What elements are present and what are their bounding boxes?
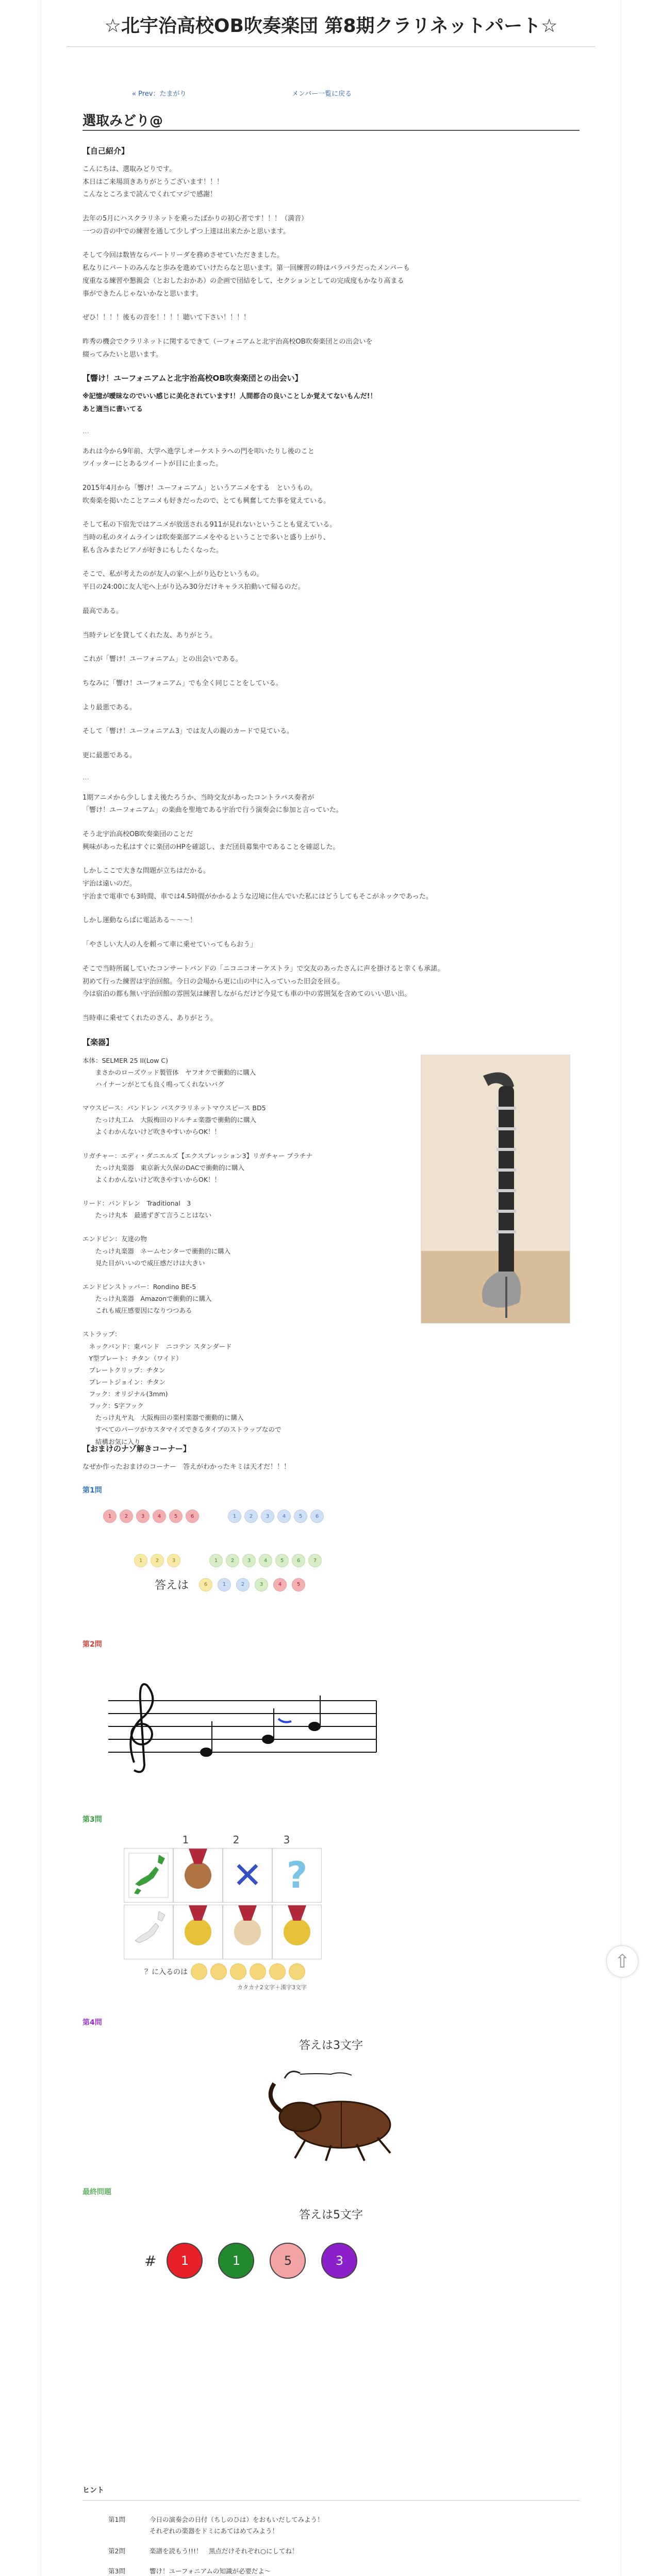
japan-map-outline-icon xyxy=(128,1909,169,1955)
japan-map-icon xyxy=(128,1852,169,1899)
q3-col-num: 2 xyxy=(233,1834,240,1846)
q1-green-circle: 3 xyxy=(242,1554,256,1567)
q3-answer-circle xyxy=(250,1963,266,1980)
divider-dots: … xyxy=(82,427,90,435)
scroll-to-top-button[interactable] xyxy=(606,1945,638,1977)
q1-blue-circle: 6 xyxy=(310,1510,324,1523)
q3-answer-circle xyxy=(230,1963,246,1980)
title-divider xyxy=(82,130,580,131)
story-tail-paragraph: しかしここで大きな問題が立ちはだかる。 宇治は遠いのだ。 宇治まで電車でも3時間、車では4.5時間がかかるような辺境に住んでいた私にはどうしてもそこがネックであった。 xyxy=(82,867,433,901)
intro-paragraph: そして今回は数皆ならバートリーダを務めさせていただきました。 私なりにバートのみんなと歩みを進めていけたらなと思います。第一回練習の時はバラバラだったメンバーも 度重なる練習や懇親会（とおしたおかあ）の企画で団結をして、セクションとしての完成度もかなり高まる 事ができたんじゃないかなと思います。 xyxy=(82,251,410,298)
intro-paragraph: 去年の5月にハスクラリネットを乗ったばかりの初心者です！！！（満音） 一つの音の中での練習を通して少しずつ上達は出来たかと思います。 xyxy=(82,215,308,235)
q2-title: 第2問 xyxy=(82,1640,102,1649)
q1-yellow-circle: 3 xyxy=(167,1554,180,1567)
q3-cross-tile xyxy=(223,1848,272,1903)
q1-red-circle: 4 xyxy=(153,1510,166,1523)
q3-row-top xyxy=(124,1848,580,1903)
q3-answer-circle xyxy=(210,1963,227,1980)
q4-answer-text: 答えは3文字 xyxy=(299,2039,363,2053)
story-tail-paragraph: そう北宇治高校OB吹奏楽団のことだ 興味があった私はすぐに楽団のHPを確認し、まだ団員募集中であることを確認した。 xyxy=(82,831,340,851)
story-tail-paragraph: 当時車に乗せてくれたのさん、ありがとう。 xyxy=(82,1014,217,1022)
prev-link[interactable]: « Prev：たまがり xyxy=(132,90,187,98)
story-paragraph: ちなみに「響け！ユーフォニアム」でも全く同じことをしている。 xyxy=(82,679,283,687)
q1-green-circle: 2 xyxy=(226,1554,239,1567)
q4-title: 第4問 xyxy=(82,2019,102,2027)
q1-answer-circle: 4 xyxy=(273,1578,287,1591)
q3-answer-circle xyxy=(191,1963,207,1980)
intro-paragraph: 昨秀の機会でクラリネットに関するできて（ーフォニアムと北宇治高校OB吹奏楽団との出会いを 綴ってみたいと思います。 xyxy=(82,337,373,359)
q3-grid xyxy=(124,1834,580,1959)
q5-answer-text: 答えは5文字 xyxy=(299,2209,363,2222)
gold-medal-icon xyxy=(185,1919,211,1945)
q1-green-circle: 4 xyxy=(259,1554,272,1567)
hint-value: 今日の演奏会の日付（ちしのひは）をおもいだしてみよう！ それぞれの楽器をドミにあてはめてみよう！ xyxy=(150,2516,324,2535)
story-paragraph: 当時テレビを貸してくれた友、ありがとう。 xyxy=(82,631,217,639)
q1-blue-circle: 1 xyxy=(228,1510,241,1523)
q1-answer-circle: 6 xyxy=(199,1578,212,1591)
q1-answer-circle: 5 xyxy=(292,1578,305,1591)
q3-note: カタカナ2文字＋漢字3文字 xyxy=(237,1984,307,1991)
cross-icon: ✕ xyxy=(232,1854,263,1897)
q1-answer-circle: 3 xyxy=(255,1578,268,1591)
story-tail-paragraph: しかし運動ならばに電話ある～～～！ xyxy=(82,917,197,925)
story-paragraph: あれは今から9年前、大学へ進学しオーケストラへの門を叩いたりし後のこと ツイッターにとあるツイートが目に止まった。 xyxy=(82,447,315,468)
hint-item xyxy=(108,2514,580,2536)
q3-col-num: 1 xyxy=(182,1834,189,1846)
q3-bronze-medal-tile xyxy=(173,1848,223,1903)
gear-heading: 【楽器】 xyxy=(82,1037,114,1047)
gold-medal-icon xyxy=(284,1919,310,1945)
story-paragraph: そこで、私が考えたのが友人の家へ上がり込むというもの。 平日の24:00に友人宅へ上がり込み30分だけキャラス拍動いて帰るのだ。 xyxy=(82,570,305,591)
q1-yellow-circle: 2 xyxy=(151,1554,164,1567)
q3-row-bottom xyxy=(124,1905,580,1959)
q1-red-circle: 1 xyxy=(103,1510,117,1523)
q1-red-circle: 5 xyxy=(169,1510,183,1523)
beetle-image xyxy=(254,2063,408,2166)
q3-answer-label: ？に入るのは xyxy=(144,1968,188,1977)
q3-gold-medal-tile-2 xyxy=(272,1905,322,1959)
hint-key: 第2問 xyxy=(108,2547,125,2555)
story-tail-paragraph: 「やさしい大人の人を頼って車に乗せていってもらおう」 xyxy=(82,941,257,949)
gear-section xyxy=(82,1055,580,1446)
story-paragraph: より最悪である。 xyxy=(82,703,137,711)
site-title: ☆北宇治高校OB吹奏楽団 第8期クラリネットパート☆ xyxy=(104,15,558,37)
q5-circles xyxy=(144,2243,580,2279)
q5-title: 最終問題 xyxy=(82,2188,111,2197)
q3-answer xyxy=(144,1963,580,1980)
q1-green-circle: 7 xyxy=(308,1554,322,1567)
q3-column-numbers xyxy=(173,1834,580,1846)
q3-answer-circle xyxy=(269,1963,286,1980)
q1-blue-circle: 4 xyxy=(277,1510,291,1523)
q5-purple-circle: 3 xyxy=(321,2243,357,2279)
quiz-intro: なぜか作ったおまけのコーナー 答えがわかったキミは天才だ！！！ xyxy=(82,1463,291,1471)
q1-blue-circle: 2 xyxy=(244,1510,258,1523)
page-sheet xyxy=(41,0,621,2576)
q1-row-1 xyxy=(103,1510,580,1523)
q3-gold-medal-tile xyxy=(173,1905,223,1959)
q1-green-circle: 5 xyxy=(275,1554,289,1567)
story-paragraph: そして「響け！ユーフォニアム3」では友人の親のカードで見ている。 xyxy=(82,727,294,736)
post-title: 選取みどり@ xyxy=(82,113,163,129)
intro-paragraph: ぜひ！！！！後もの音を！！！！聴いて下さい！！！！ xyxy=(82,314,251,322)
question-mark-icon: ? xyxy=(286,1854,308,1897)
story-tail-paragraph: 1期アニメから少ししまえ後たろうか、当時交友があったコントラバス奏者が 「響け！ユーフォニアム」の楽曲を聖地である宇治で行う演奏会に参加と言っていた。 xyxy=(82,793,343,815)
q5-red-circle: 1 xyxy=(167,2243,203,2279)
q1-blue-circle: 5 xyxy=(294,1510,307,1523)
q1-blue-circle: 3 xyxy=(261,1510,274,1523)
bass-clarinet-image xyxy=(421,1055,570,1323)
story-note: ※記憶が曖昧なのでいい感じに美化されています!！人間都合の良いことしか覚えてないもんだ!！ あと適当に書いてる xyxy=(82,393,377,413)
story-paragraph: そして私の下宿先ではアニメが放送される911が見れないということも覚えている。 当時の私のタイムラインは吹奏楽部アニメをやるということで多いと盛り上がり、 私も含みまたピアノが好きにもしたくなった。 xyxy=(82,521,337,554)
story-paragraph: 2015年4月から「響け！ユーフォニアム」というアニメをする というもの。 吹奏楽を掲いたことアニメも好きだったので、とても興奮してた事を覚えている。 xyxy=(82,484,330,505)
q3-answer-circle xyxy=(289,1963,305,1980)
hint-item xyxy=(108,2546,580,2556)
q1-answer xyxy=(155,1577,580,1592)
bass-clarinet-photo xyxy=(421,1055,570,1324)
gear-list: 本体：SELMER 25 II(Low C) まさかのローズウッド製管体 ヤフオクで衝動的に購入 ハイナーンがとても良く鳴ってくれないバグ マウスピース：バンドレン バスクラリネットマウスピース BD5 たっけ丸工ム 大阪梅田のドルチェ楽器で衝動的に購入 よくわかんないけど吹きやすいからOK！！ リガチャー：エディ・ダニエルズ【エクスプレッション3】リガチャー プラチナ たっけ丸楽器 東京新大久保のDACで衝動的に購入 よくわかんないけど吹きやすいからOK！！ リード：バンドレン Traditional 3 たっけ丸本 最通ずぎて言うことはない エンドピン：友達の物 たっけ丸楽器 ネームセンターで衝動的に購入 見た目がいいので威圧感だけは大きい エンドピンストッパー：Rondino BE-5 たっけ丸楽器 Amazonで衝動的に購入 これも威圧感要因になりつつある ストラップ： ネックバンド：東バンド ニコテン スタンダード Y型プレート：チタン（ワイド） プレートクリップ：チタン プレートジョイン：チタン フック：オリジナル(3mm) フック：S字フック たっけ丸ヤ丸 大阪梅田の楽村楽器で衝動的に購入 すべてのパーツがカスタマイズできるタイプのストラップなので 結構お気に入り xyxy=(82,1056,313,1446)
q1-answer-circle: 1 xyxy=(218,1578,231,1591)
q2-music-staff xyxy=(98,1670,387,1778)
q5-pink-circle: 5 xyxy=(270,2243,306,2279)
q1-green-circle: 6 xyxy=(292,1554,305,1567)
q1-red-circle: 3 xyxy=(136,1510,150,1523)
q3-silver-medal-tile xyxy=(223,1905,272,1959)
q3-question-tile xyxy=(272,1848,322,1903)
q3-japan-map-tile-2 xyxy=(124,1905,173,1959)
hint-key: 第3問 xyxy=(108,2567,125,2575)
silver-medal-icon xyxy=(234,1919,261,1945)
q1-red-circle: 2 xyxy=(120,1510,133,1523)
arrow-up-icon: ⇧ xyxy=(614,1951,631,1972)
q1-green-circle: 1 xyxy=(209,1554,223,1567)
hint-item xyxy=(108,2566,580,2576)
divider-dots: … xyxy=(82,773,90,782)
q1-red-circle: 6 xyxy=(186,1510,199,1523)
q3-col-num: 3 xyxy=(283,1834,290,1846)
q1-yellow-circle: 1 xyxy=(134,1554,147,1567)
hint-key: 第1問 xyxy=(108,2516,125,2524)
q5-green-circle: 1 xyxy=(218,2243,254,2279)
story-paragraph: これが「響け！ユーフォニアム」との出会いである。 xyxy=(82,655,242,664)
member-list-link[interactable]: メンバー一覧に戻る xyxy=(292,90,352,98)
header-divider xyxy=(67,46,595,47)
intro-heading: 【自己紹介】 xyxy=(82,146,129,156)
q1-title: 第1問 xyxy=(82,1486,102,1495)
hint-value: 楽譜を読もう!!!！ 黒点だけそれぞれ○にしてね！ xyxy=(150,2547,299,2555)
q1-answer-circle: 2 xyxy=(236,1578,250,1591)
post-content xyxy=(82,138,580,2576)
intro-paragraph: こんにちは、選取みどりです。 本日はご来場頂きありがとうございます！！！ こんなところまで読んでくれてマジで感謝！ xyxy=(82,165,224,199)
story-paragraph: 更に最悪である。 xyxy=(82,751,137,759)
q3-title: 第3問 xyxy=(82,1816,102,1824)
sharp-symbol: # xyxy=(144,2252,157,2269)
quiz-heading: 【おまけのナゾ解きコーナー】 xyxy=(82,1444,191,1453)
hints-title: ヒント xyxy=(82,2486,104,2495)
hint-value: 響け！ユーフォニアムの知識が必要だよ～ xyxy=(150,2567,271,2575)
hints-divider xyxy=(82,2500,580,2501)
story-heading: 【響け！ユーフォニアムと北宇治高校OB吹奏楽団との出会い】 xyxy=(82,374,303,383)
story-paragraph: 最高である。 xyxy=(82,607,123,615)
q1-answer-label: 答えは xyxy=(155,1579,189,1592)
q3-japan-map-tile xyxy=(124,1848,173,1903)
q1-row-2 xyxy=(134,1554,580,1567)
music-staff-image xyxy=(98,1670,387,1778)
bronze-medal-icon xyxy=(185,1862,211,1889)
story-tail-paragraph: そこで当時所属していたコンサートバンドの「ニコニコオーケストラ」で交友のあったさんに声を掛けると幸くも承諾。 初めて行った練習は宇治回館。今日の会場から更に山の中に入っていった旧会を回る。 今は宿泊の都も無い宇治回館の雰囲気は練習しながらだけど今見ても車の中の雰囲気を含めてのいい思い出。 xyxy=(82,964,444,998)
